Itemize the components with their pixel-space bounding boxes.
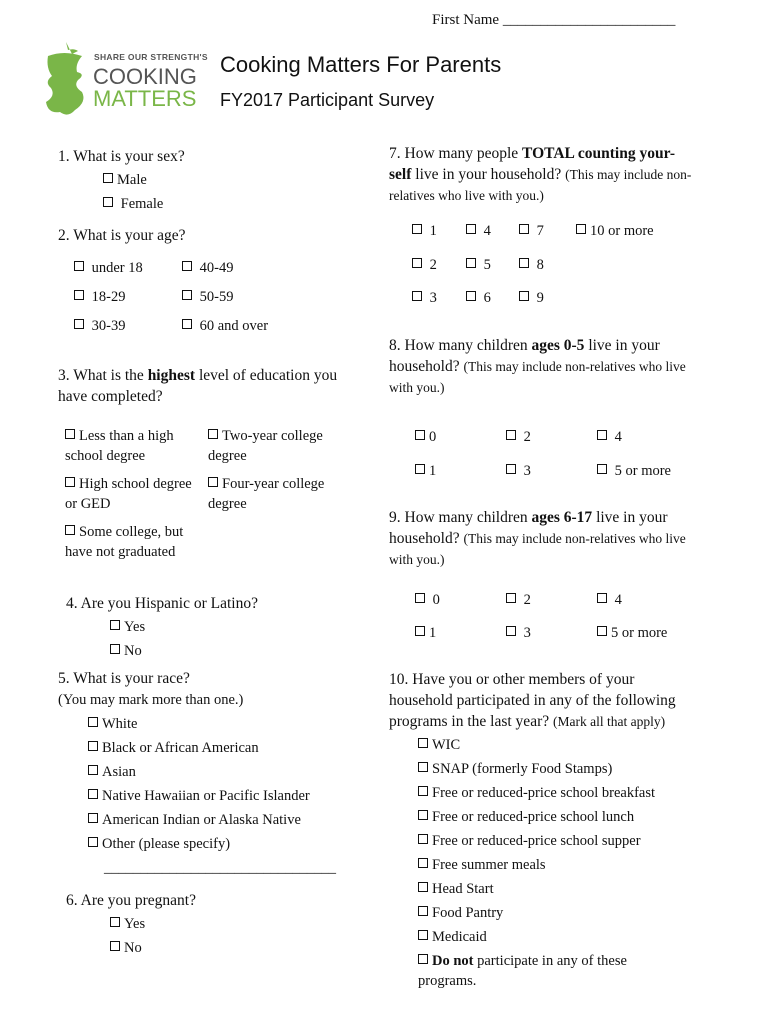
checkbox-icon bbox=[418, 858, 428, 868]
q10-option-school-breakfast[interactable]: Free or reduced-price school breakfast bbox=[418, 783, 655, 803]
survey-subtitle: FY2017 Participant Survey bbox=[220, 90, 435, 110]
checkbox-icon bbox=[418, 954, 428, 964]
checkbox-icon bbox=[597, 464, 607, 474]
checkbox-icon bbox=[466, 224, 476, 234]
checkbox-icon bbox=[506, 593, 516, 603]
q3-label: 3. What is the highest level of education you have completed? bbox=[58, 367, 338, 405]
q7-option-1[interactable]: 1 bbox=[412, 221, 437, 241]
q5-specify-line[interactable]: ________________________________ bbox=[104, 860, 336, 876]
checkbox-icon bbox=[88, 741, 98, 751]
checkbox-icon bbox=[597, 626, 607, 636]
checkbox-icon bbox=[597, 430, 607, 440]
q7-option-10-or-more[interactable]: 10 or more bbox=[576, 221, 654, 241]
q4-option-yes[interactable]: Yes bbox=[110, 617, 145, 637]
first-name-field[interactable] bbox=[432, 12, 675, 29]
q10-option-school-supper[interactable]: Free or reduced-price school supper bbox=[418, 831, 641, 851]
q7-option-6[interactable]: 6 bbox=[466, 288, 491, 308]
q6-option-yes[interactable]: Yes bbox=[110, 914, 145, 934]
q2-option-30-39[interactable]: 30-39 bbox=[74, 316, 125, 336]
checkbox-icon bbox=[88, 765, 98, 775]
q7-label: 7. How many people TOTAL counting your-self live in your household? (This may include non-relatives who live with you.) bbox=[389, 145, 692, 203]
q10-option-wic[interactable]: WIC bbox=[418, 735, 460, 755]
checkbox-icon bbox=[182, 319, 192, 329]
checkbox-icon bbox=[415, 464, 425, 474]
checkbox-icon bbox=[466, 258, 476, 268]
q3-option-two-year-college[interactable]: Two-year college degree bbox=[208, 428, 323, 464]
q3-option-some-college[interactable]: Some college, but have not graduated bbox=[65, 524, 184, 560]
q5-option-black[interactable]: Black or African American bbox=[88, 738, 259, 758]
checkbox-icon bbox=[182, 261, 192, 271]
cooking-matters-logo bbox=[42, 42, 212, 118]
q9-option-5-or-more[interactable]: 5 or more bbox=[597, 623, 667, 643]
q5-option-white[interactable]: White bbox=[88, 714, 137, 734]
checkbox-icon bbox=[110, 941, 120, 951]
q8-option-4[interactable]: 4 bbox=[597, 427, 622, 447]
checkbox-icon bbox=[88, 717, 98, 727]
checkbox-icon bbox=[415, 626, 425, 636]
checkbox-icon bbox=[88, 837, 98, 847]
q3-option-less-than-high-school[interactable]: Less than a high school degree bbox=[65, 428, 174, 464]
q5-option-other[interactable]: Other (please specify) bbox=[88, 834, 230, 854]
q2-option-60-over[interactable]: 60 and over bbox=[182, 316, 268, 336]
checkbox-icon bbox=[519, 224, 529, 234]
q1-option-male[interactable]: Male bbox=[103, 170, 147, 190]
checkbox-icon bbox=[65, 429, 75, 439]
survey-title: Cooking Matters For Parents bbox=[220, 52, 502, 77]
checkbox-icon bbox=[506, 464, 516, 474]
checkbox-icon bbox=[65, 477, 75, 487]
q8-label: 8. How many children ages 0-5 live in your household? (This may include non-relatives who live with you.) bbox=[389, 337, 686, 395]
checkbox-icon bbox=[412, 224, 422, 234]
q9-option-3[interactable]: 3 bbox=[506, 623, 531, 643]
q4-option-no[interactable]: No bbox=[110, 641, 142, 661]
q1-option-female[interactable]: Female bbox=[103, 194, 163, 214]
first-name-line[interactable]: _______________________ bbox=[502, 12, 676, 28]
q7-option-7[interactable]: 7 bbox=[519, 221, 544, 241]
checkbox-icon bbox=[418, 762, 428, 772]
q5-label: 5. What is your race? bbox=[58, 670, 190, 687]
checkbox-icon bbox=[418, 738, 428, 748]
q5-option-native-hawaiian[interactable]: Native Hawaiian or Pacific Islander bbox=[88, 786, 310, 806]
logo-tagline: SHARE OUR STRENGTH'S bbox=[94, 52, 208, 62]
q5-option-american-indian[interactable]: American Indian or Alaska Native bbox=[88, 810, 301, 830]
logo-cooking: COOKING bbox=[93, 64, 197, 89]
q10-option-summer-meals[interactable]: Free summer meals bbox=[418, 855, 546, 875]
checkbox-icon bbox=[103, 197, 113, 207]
first-name-label: First Name bbox=[432, 12, 500, 28]
checkbox-icon bbox=[506, 430, 516, 440]
checkbox-icon bbox=[418, 810, 428, 820]
checkbox-icon bbox=[418, 786, 428, 796]
q2-option-under-18[interactable]: under 18 bbox=[74, 258, 143, 278]
q7-option-5[interactable]: 5 bbox=[466, 255, 491, 275]
q6-option-no[interactable]: No bbox=[110, 938, 142, 958]
q7-option-8[interactable]: 8 bbox=[519, 255, 544, 275]
q10-option-food-pantry[interactable]: Food Pantry bbox=[418, 903, 503, 923]
checkbox-icon bbox=[576, 224, 586, 234]
q9-label: 9. How many children ages 6-17 live in your household? (This may include non-relatives who live with you.) bbox=[389, 509, 686, 567]
checkbox-icon bbox=[597, 593, 607, 603]
checkbox-icon bbox=[412, 291, 422, 301]
q8-option-5-or-more[interactable]: 5 or more bbox=[597, 461, 671, 481]
checkbox-icon bbox=[110, 620, 120, 630]
q10-option-snap[interactable]: SNAP (formerly Food Stamps) bbox=[418, 759, 612, 779]
checkbox-icon bbox=[418, 834, 428, 844]
checkbox-icon bbox=[418, 882, 428, 892]
checkbox-icon bbox=[415, 430, 425, 440]
checkbox-icon bbox=[110, 917, 120, 927]
checkbox-icon bbox=[103, 173, 113, 183]
q7-option-9[interactable]: 9 bbox=[519, 288, 544, 308]
q10-option-school-lunch[interactable]: Free or reduced-price school lunch bbox=[418, 807, 634, 827]
checkbox-icon bbox=[182, 290, 192, 300]
q10-option-medicaid[interactable]: Medicaid bbox=[418, 927, 487, 947]
checkbox-icon bbox=[412, 258, 422, 268]
checkbox-icon bbox=[74, 290, 84, 300]
apple-core-icon bbox=[42, 42, 92, 118]
q5-note: (You may mark more than one.) bbox=[58, 692, 244, 708]
checkbox-icon bbox=[74, 319, 84, 329]
q9-option-2[interactable]: 2 bbox=[506, 590, 531, 610]
checkbox-icon bbox=[110, 644, 120, 654]
q4-label: 4. Are you Hispanic or Latino? bbox=[66, 595, 258, 612]
checkbox-icon bbox=[418, 906, 428, 916]
checkbox-icon bbox=[88, 813, 98, 823]
q2-label: 2. What is your age? bbox=[58, 227, 186, 244]
logo-matters: MATTERS bbox=[93, 86, 197, 111]
q9-option-4[interactable]: 4 bbox=[597, 590, 622, 610]
q9-option-0[interactable]: 0 bbox=[415, 590, 440, 610]
q2-option-18-29[interactable]: 18-29 bbox=[74, 287, 125, 307]
q10-label: 10. Have you or other members of your household participated in any of the following programs in the last year? (Mark all that apply) bbox=[389, 671, 676, 730]
q5-option-asian[interactable]: Asian bbox=[88, 762, 136, 782]
q1-label: 1. What is your sex? bbox=[58, 148, 185, 165]
checkbox-icon bbox=[65, 525, 75, 535]
q10-option-head-start[interactable]: Head Start bbox=[418, 879, 494, 899]
checkbox-icon bbox=[208, 429, 218, 439]
q8-option-0[interactable]: 0 bbox=[415, 427, 436, 447]
checkbox-icon bbox=[208, 477, 218, 487]
q2-option-40-49[interactable]: 40-49 bbox=[182, 258, 233, 278]
checkbox-icon bbox=[519, 291, 529, 301]
q8-option-3[interactable]: 3 bbox=[506, 461, 531, 481]
q7-option-4[interactable]: 4 bbox=[466, 221, 491, 241]
checkbox-icon bbox=[74, 261, 84, 271]
checkbox-icon bbox=[415, 593, 425, 603]
q3-option-four-year-college[interactable]: Four-year college degree bbox=[208, 476, 325, 512]
q3-option-high-school-ged[interactable]: High school degree or GED bbox=[65, 476, 192, 512]
checkbox-icon bbox=[466, 291, 476, 301]
checkbox-icon bbox=[519, 258, 529, 268]
q10-option-do-not-participate[interactable]: Do not participate in any of these programs. bbox=[418, 953, 627, 989]
checkbox-icon bbox=[506, 626, 516, 636]
q7-option-2[interactable]: 2 bbox=[412, 255, 437, 275]
q8-option-2[interactable]: 2 bbox=[506, 427, 531, 447]
q7-option-3[interactable]: 3 bbox=[412, 288, 437, 308]
q9-option-1[interactable]: 1 bbox=[415, 623, 436, 643]
q6-label: 6. Are you pregnant? bbox=[66, 892, 196, 909]
checkbox-icon bbox=[88, 789, 98, 799]
q8-option-1[interactable]: 1 bbox=[415, 461, 436, 481]
q2-option-50-59[interactable]: 50-59 bbox=[182, 287, 233, 307]
checkbox-icon bbox=[418, 930, 428, 940]
